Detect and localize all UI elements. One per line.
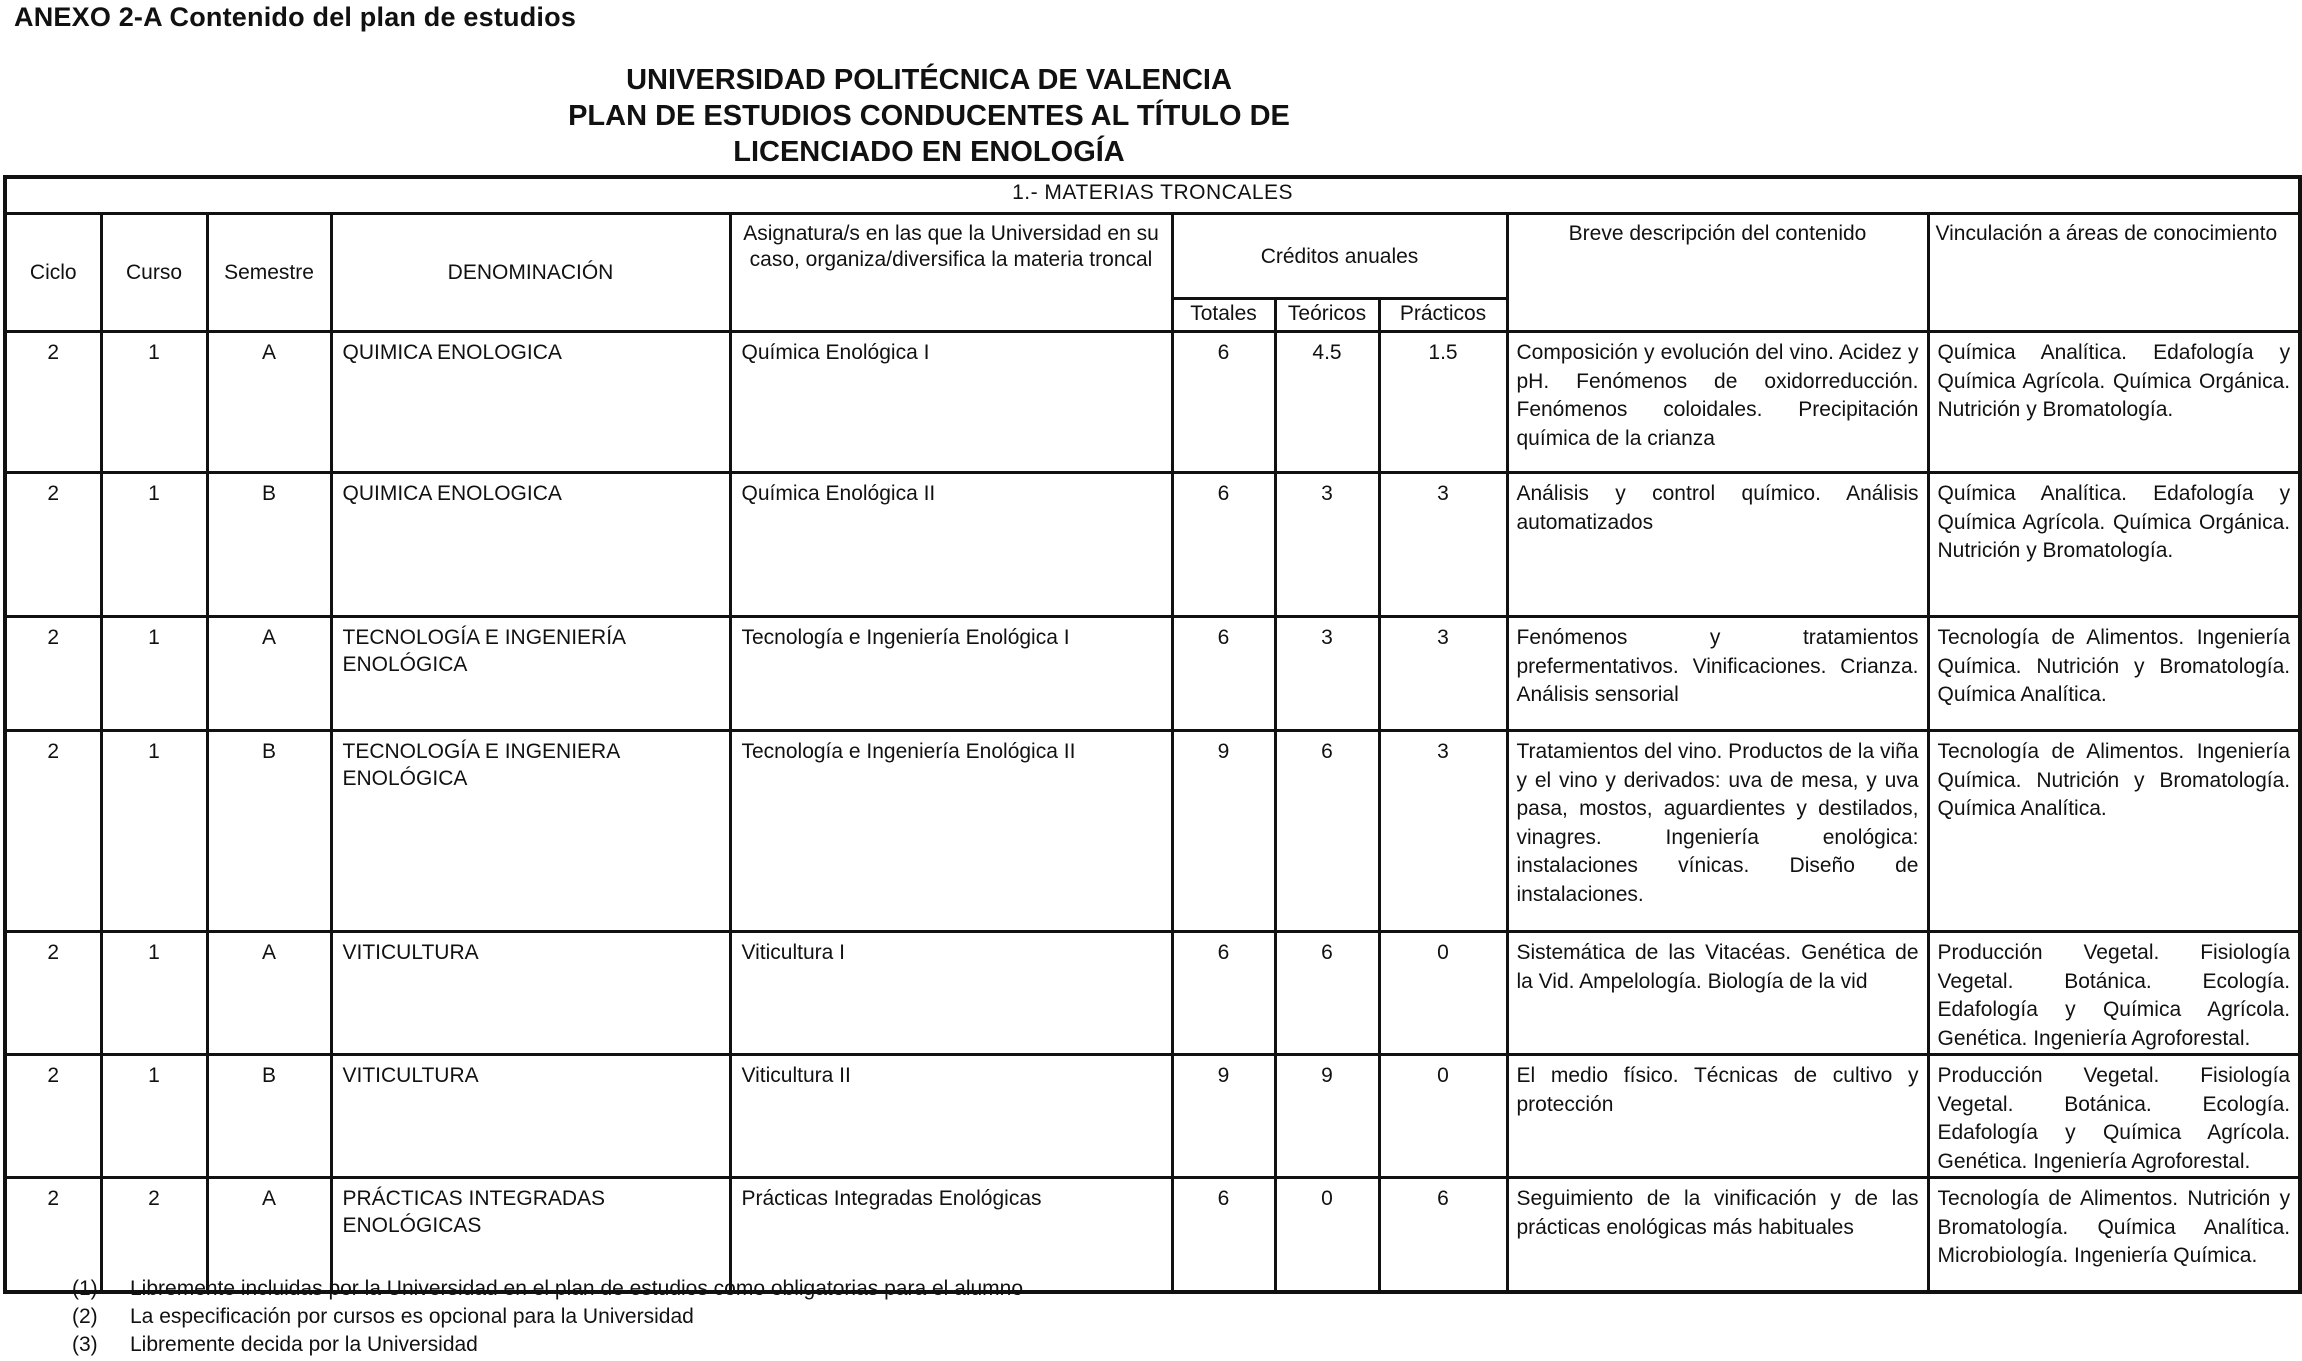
cell-vinculacion: Tecnología de Alimentos. Nutrición y Bromatología. Química Analítica. Microbiología. Ingeniería Química. <box>1928 1178 2300 1292</box>
cell-denominacion: TECNOLOGÍA E INGENIERA ENOLÓGICA <box>331 731 730 932</box>
cell-curso: 1 <box>101 473 207 617</box>
cell-asignatura: Viticultura I <box>730 932 1172 1055</box>
footnote <box>72 1331 1023 1359</box>
cell-practicos: 3 <box>1379 617 1507 731</box>
cell-vinculacion: Tecnología de Alimentos. Ingeniería Química. Nutrición y Bromatología. Química Analítica. <box>1928 731 2300 932</box>
col-header-teoricos: Teóricos <box>1275 299 1379 332</box>
table-row <box>5 1055 2300 1178</box>
cell-teoricos: 0 <box>1275 1178 1379 1292</box>
cell-totales: 6 <box>1172 473 1275 617</box>
cell-curso: 1 <box>101 617 207 731</box>
col-header-asignaturas: Asignatura/s en las que la Universidad en su caso, organiza/diversifica la materia troncal <box>730 214 1172 332</box>
col-header-practicos: Prácticos <box>1379 299 1507 332</box>
cell-teoricos: 9 <box>1275 1055 1379 1178</box>
cell-denominacion: VITICULTURA <box>331 1055 730 1178</box>
cell-asignatura: Química Enológica I <box>730 332 1172 473</box>
cell-teoricos: 3 <box>1275 617 1379 731</box>
cell-ciclo: 2 <box>5 332 101 473</box>
cell-totales: 6 <box>1172 1178 1275 1292</box>
col-header-vinculacion: Vinculación a áreas de conocimiento <box>1928 214 2300 332</box>
cell-teoricos: 4.5 <box>1275 332 1379 473</box>
cell-denominacion: QUIMICA ENOLOGICA <box>331 473 730 617</box>
cell-asignatura: Química Enológica II <box>730 473 1172 617</box>
cell-semestre: A <box>207 332 331 473</box>
cell-semestre: B <box>207 1055 331 1178</box>
cell-vinculacion: Tecnología de Alimentos. Ingeniería Química. Nutrición y Bromatología. Química Analítica. <box>1928 617 2300 731</box>
cell-curso: 2 <box>101 1178 207 1292</box>
cell-totales: 6 <box>1172 932 1275 1055</box>
table-row <box>5 932 2300 1055</box>
cell-practicos: 0 <box>1379 1055 1507 1178</box>
cell-curso: 1 <box>101 932 207 1055</box>
cell-ciclo: 2 <box>5 617 101 731</box>
col-header-denominacion: DENOMINACIÓN <box>331 214 730 332</box>
cell-practicos: 0 <box>1379 932 1507 1055</box>
cell-practicos: 3 <box>1379 473 1507 617</box>
cell-denominacion: PRÁCTICAS INTEGRADAS ENOLÓGICAS <box>331 1178 730 1292</box>
cell-vinculacion: Química Analítica. Edafología y Química Agrícola. Química Orgánica. Nutrición y Bromatología. <box>1928 473 2300 617</box>
footnote-text: Libremente incluidas por la Universidad en el plan de estudios como obligatorias para el alumno <box>130 1277 1024 1300</box>
cell-descripcion: Sistemática de las Vitacéas. Genética de la Vid. Ampelología. Biología de la vid <box>1507 932 1928 1055</box>
cell-curso: 1 <box>101 1055 207 1178</box>
cell-teoricos: 3 <box>1275 473 1379 617</box>
table-row <box>5 473 2300 617</box>
footnote <box>72 1303 1023 1331</box>
col-header-totales: Totales <box>1172 299 1275 332</box>
cell-asignatura: Tecnología e Ingeniería Enológica I <box>730 617 1172 731</box>
cell-vinculacion: Química Analítica. Edafología y Química Agrícola. Química Orgánica. Nutrición y Bromatología. <box>1928 332 2300 473</box>
document-header <box>0 62 1858 170</box>
footnote-text: La especificación por cursos es opcional para la Universidad <box>130 1305 694 1328</box>
footnote-number: (3) <box>72 1333 98 1356</box>
cell-asignatura: Tecnología e Ingeniería Enológica II <box>730 731 1172 932</box>
col-header-descripcion: Breve descripción del contenido <box>1507 214 1928 332</box>
cell-semestre: B <box>207 473 331 617</box>
cell-ciclo: 2 <box>5 473 101 617</box>
cell-totales: 9 <box>1172 731 1275 932</box>
cell-denominacion: TECNOLOGÍA E INGENIERÍA ENOLÓGICA <box>331 617 730 731</box>
col-header-ciclo: Ciclo <box>5 214 101 332</box>
cell-teoricos: 6 <box>1275 932 1379 1055</box>
footnote-text: Libremente decida por la Universidad <box>130 1333 478 1356</box>
table-row <box>5 731 2300 932</box>
degree-title: LICENCIADO EN ENOLOGÍA <box>733 136 1125 168</box>
cell-teoricos: 6 <box>1275 731 1379 932</box>
cell-totales: 6 <box>1172 617 1275 731</box>
col-header-semestre: Semestre <box>207 214 331 332</box>
plan-title: PLAN DE ESTUDIOS CONDUCENTES AL TÍTULO DE <box>568 100 1290 132</box>
cell-descripcion: Seguimiento de la vinificación y de las prácticas enológicas más habituales <box>1507 1178 1928 1292</box>
cell-practicos: 1.5 <box>1379 332 1507 473</box>
cell-asignatura: Prácticas Integradas Enológicas <box>730 1178 1172 1292</box>
footnote <box>72 1275 1023 1303</box>
cell-semestre: A <box>207 932 331 1055</box>
cell-ciclo: 2 <box>5 932 101 1055</box>
cell-ciclo: 2 <box>5 1055 101 1178</box>
col-header-curso: Curso <box>101 214 207 332</box>
footnote-number: (1) <box>72 1277 98 1300</box>
cell-totales: 9 <box>1172 1055 1275 1178</box>
cell-practicos: 6 <box>1379 1178 1507 1292</box>
footnotes <box>72 1275 1023 1359</box>
cell-descripcion: Tratamientos del vino. Productos de la viña y el vino y derivados: uva de mesa, y uva pasa, mostos, aguardientes y destilados, vinagres. Ingeniería enológica: instalaciones vínicas. Diseño de instalaciones. <box>1507 731 1928 932</box>
cell-vinculacion: Producción Vegetal. Fisiología Vegetal. Botánica. Ecología. Edafología y Química Agrícola. Genética. Ingeniería Agroforestal. <box>1928 932 2300 1055</box>
university-name: UNIVERSIDAD POLITÉCNICA DE VALENCIA <box>626 64 1232 96</box>
cell-denominacion: VITICULTURA <box>331 932 730 1055</box>
cell-semestre: A <box>207 617 331 731</box>
footnote-number: (2) <box>72 1305 98 1328</box>
cell-ciclo: 2 <box>5 731 101 932</box>
cell-curso: 1 <box>101 731 207 932</box>
cell-totales: 6 <box>1172 332 1275 473</box>
table-row <box>5 332 2300 473</box>
cell-descripcion: El medio físico. Técnicas de cultivo y protección <box>1507 1055 1928 1178</box>
curriculum-table <box>3 175 2302 1294</box>
cell-descripcion: Análisis y control químico. Análisis automatizados <box>1507 473 1928 617</box>
cell-asignatura: Viticultura II <box>730 1055 1172 1178</box>
table-row <box>5 617 2300 731</box>
cell-practicos: 3 <box>1379 731 1507 932</box>
cell-ciclo: 2 <box>5 1178 101 1292</box>
cell-denominacion: QUIMICA ENOLOGICA <box>331 332 730 473</box>
cell-descripcion: Composición y evolución del vino. Acidez y pH. Fenómenos de oxidorreducción. Fenómenos coloidales. Precipitación química de la crianza <box>1507 332 1928 473</box>
cell-vinculacion: Producción Vegetal. Fisiología Vegetal. Botánica. Ecología. Edafología y Química Agrícola. Genética. Ingeniería Agroforestal. <box>1928 1055 2300 1178</box>
cell-descripcion: Fenómenos y tratamientos prefermentativos. Vinificaciones. Crianza. Análisis sensorial <box>1507 617 1928 731</box>
col-header-creditos: Créditos anuales <box>1172 214 1507 299</box>
cell-curso: 1 <box>101 332 207 473</box>
cell-semestre: B <box>207 731 331 932</box>
section-title: 1.- MATERIAS TRONCALES <box>5 177 2300 214</box>
annex-title: ANEXO 2-A Contenido del plan de estudios <box>14 2 577 32</box>
cell-semestre: A <box>207 1178 331 1292</box>
